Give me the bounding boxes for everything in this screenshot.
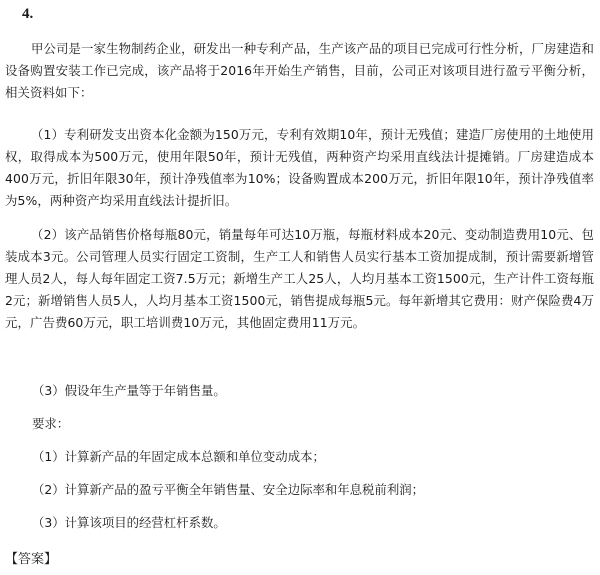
question-number: 4. — [22, 6, 34, 22]
requirement-1: （1）计算新产品的年固定成本总额和单位变动成本； — [32, 449, 325, 464]
requirement-3: （3）计算该项目的经营杠杆系数。 — [32, 515, 226, 530]
requirements-label: 要求： — [32, 416, 70, 431]
material-item-2: （2）该产品销售价格每瓶80元，销量每年可达10万瓶，每瓶材料成本20元、变动制造费用10元、包装成本3元。公司管理人员实行固定工资制，生产工人和销售人员实行基本工资加提成制，预计需要新增管理人员2人，每人每年固定工资7.5万元；新增生产工人25人，人均月基本工资1500元，生产计件工资每瓶2元；新增销售人员5人，人均月基本工资1500元，销售提成每瓶5元。每年新增其它费用：财产保险费4万元，广告费60万元，职工培训费10万元，其他固定费用11万元。 — [5, 227, 594, 330]
material-item-3: （3）假设年生产量等于年销售量。 — [32, 383, 226, 398]
material-item-1: （1）专利研发支出资本化金额为150万元，专利有效期10年，预计无残值；建造厂房使用的土地使用权，取得成本为500万元，使用年限50年，预计无残值，两种资产均采用直线法计提摊销。厂房建造成本400万元，折旧年限30年，预计净残值率为10%；设备购置成本200万元，折旧年限10年，预计净残值率为5%，两种资产均采用直线法计提折旧。 — [5, 127, 594, 208]
requirement-2: （2）计算新产品的盈亏平衡全年销售量、安全边际率和年息税前利润； — [32, 482, 424, 497]
answer-label: 【答案】 — [5, 552, 58, 567]
question-intro: 甲公司是一家生物制药企业，研发出一种专利产品，生产该产品的项目已完成可行性分析，厂房建造和设备购置安装工作已完成，该产品将于2016年开始生产销售，目前，公司正对该项目进行盈亏平衡分析，相关资料如下： — [5, 41, 594, 100]
